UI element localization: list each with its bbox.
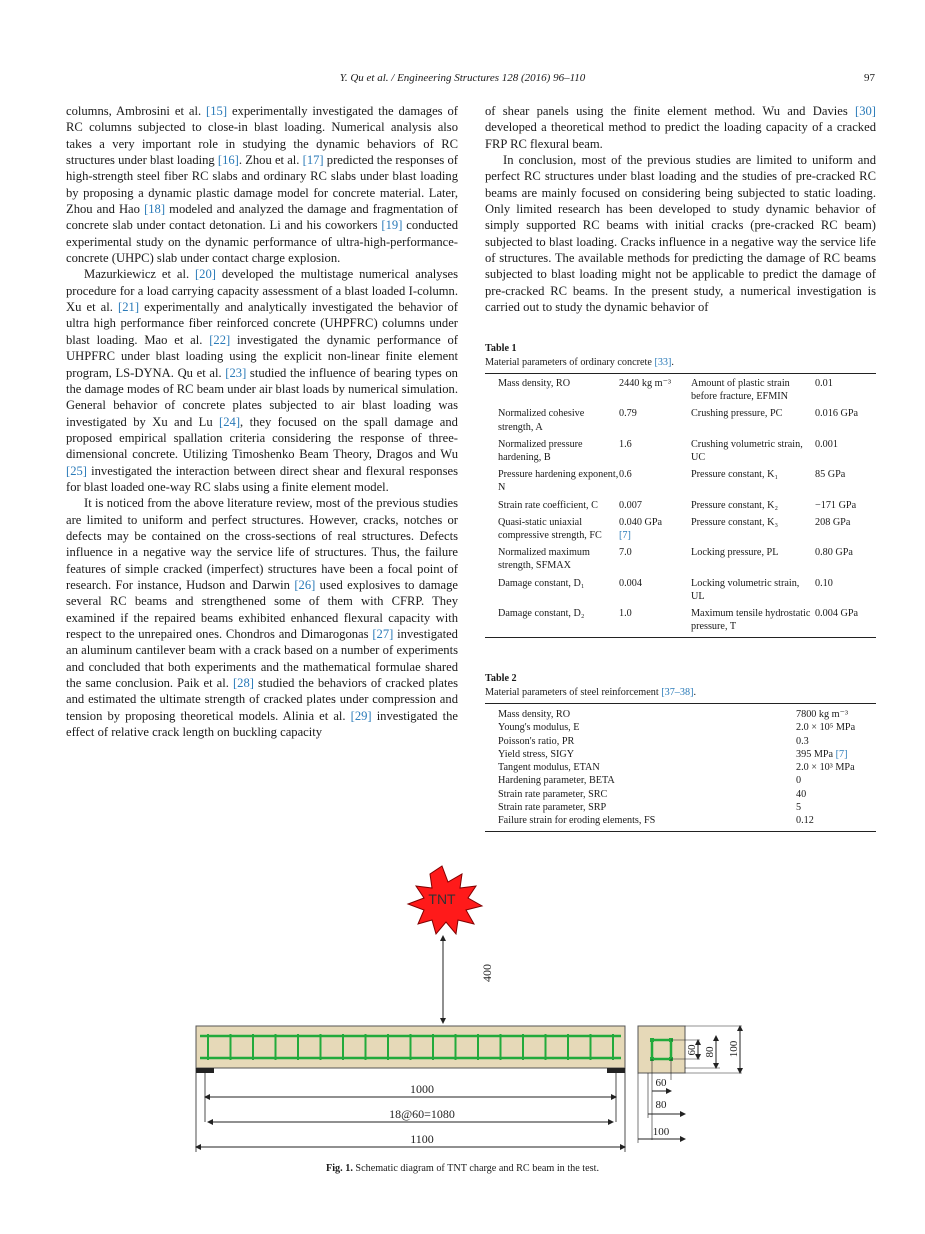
parameter-name: Pressure constant, K₃ (691, 516, 779, 528)
citation-link[interactable]: [15] (206, 104, 228, 118)
parameter-name: Failure strain for eroding elements, FS (498, 815, 656, 827)
left-support (196, 1068, 214, 1073)
parameter-name: Strain rate parameter, SRP (498, 802, 607, 814)
parameter-value: 2.0 × 10⁵ MPa (796, 722, 856, 734)
figure-1-caption-label: Fig. 1. (325, 1163, 353, 1174)
parameter-name: Quasi-static uniaxial compressive strength, FC (498, 516, 602, 542)
section-core-width-label: 60 (655, 1077, 667, 1089)
citation-link[interactable]: [37–38] (661, 687, 694, 698)
parameter-value: 2.0 × 10³ MPa (796, 762, 855, 774)
citation-link[interactable]: [29] (350, 708, 372, 723)
parameter-value: −171 GPa (815, 499, 857, 511)
page-header (0, 72, 925, 88)
table-row (485, 438, 876, 468)
parameter-name: Normalized cohesive strength, A (498, 408, 585, 433)
parameter-name: Amount of plastic strain before fracture, EFMIN (691, 378, 790, 403)
section-bar (650, 1038, 654, 1042)
parameter-value: 395 MPa [7] (796, 748, 848, 760)
parameter-name: Hardening parameter, BETA (498, 775, 615, 787)
page-number: 97 (864, 72, 875, 84)
table-row (485, 546, 876, 576)
parameter-name: Mass density, RO (498, 709, 571, 720)
table-2-grid (485, 703, 876, 832)
figure-1 (180, 860, 760, 1160)
standoff-label: 400 (480, 964, 494, 982)
citation-link[interactable]: [17] (302, 153, 324, 168)
right-support (607, 1068, 625, 1073)
parameter-name: Young's modulus, E (498, 722, 580, 734)
section-full-width-label: 100 (652, 1126, 670, 1138)
parameter-name: Locking volumetric strain, UL (691, 577, 800, 602)
section-core-height-label: 60 (686, 1044, 698, 1056)
right-paragraph-1: of shear panels using the finite element method. Wu and Davies [30] developed a theoretical method to predict the loading capacity of a cracked FRP RC flexural beam. (485, 104, 876, 151)
citation-link[interactable]: [7] (835, 748, 848, 760)
table-row (485, 761, 876, 774)
parameter-value: 0.10 (815, 577, 833, 589)
parameter-value: 0 (796, 775, 802, 787)
table-row (485, 801, 876, 814)
table-row (485, 735, 876, 748)
table-1 (485, 342, 876, 638)
citation-link[interactable]: [22] (209, 332, 231, 347)
citation-link[interactable]: [19] (381, 218, 403, 233)
running-title: Y. Qu et al. / Engineering Structures 128 (2016) 96–110 (339, 72, 586, 84)
parameter-name: Pressure constant, K₂ (691, 499, 779, 511)
table-2-label: Table 2 (485, 673, 517, 684)
citation-link[interactable]: [25] (66, 463, 87, 478)
parameter-value: 0.12 (796, 815, 814, 827)
parameter-name: Strain rate coefficient, C (498, 499, 598, 511)
citation-link[interactable]: [30] (855, 104, 876, 118)
stirrup-label: 18@60=1080 (389, 1107, 455, 1121)
section-mid-height-label: 80 (704, 1046, 716, 1058)
table-row (485, 468, 876, 498)
parameter-value: 0.79 (619, 408, 637, 420)
table-row (485, 704, 876, 722)
parameter-value: 7.0 (619, 547, 632, 559)
citation-link[interactable]: [18] (144, 202, 166, 217)
section-mid-width-label: 80 (655, 1099, 667, 1111)
beam-cross-section (638, 1026, 685, 1073)
table-row (485, 721, 876, 734)
table-1-grid (485, 373, 876, 638)
parameter-name: Mass density, RO (498, 378, 571, 389)
parameter-name: Normalized pressure hardening, B (498, 438, 583, 464)
right-paragraph-2: In conclusion, most of the previous studies are limited to uniform and perfect RC structures under blast loading and the studies of pre-cracked RC beams are mainly focused on considering being subjected to static loading. Only limited research has been developed to study dynamic behavior of simply supported RC beams with initial cracks (pre-cracked RC beam) subjected to blast loading. Cracks influence in a negative way the service life of structures. The available methods for predicting the damage of RC beams subjected to blast loading might not be applicable to predict the damage of pre-cracked RC beams. In the present study, a numerical investigation is carried out to study the dynamic behavior of (485, 153, 876, 315)
parameter-value: 0.6 (619, 469, 632, 481)
parameter-value: 1.0 (619, 608, 632, 620)
parameter-name: Poisson's ratio, PR (498, 735, 575, 747)
left-column (66, 103, 458, 740)
table-row (485, 607, 876, 638)
left-paragraph-1: columns, Ambrosini et al. [15] experimentally investigated the damages of RC columns subjected to close-in blast loading. Numerical analysis also takes a very important role in studying the dynamic behaviors of RC structures under blast loading [16]. Zhou et al. [17] predicted the responses of high-strength steel fiber RC slabs and ordinary RC slabs under blast loading by proposing a dynamic plastic damage model for concrete material. Later, Zhou and Hao [18] modeled and analyzed the damage and fragmentation of concrete slab under contact detonation. Li and his coworkers [19] conducted experimental study on the dynamic performance of ultra-high-performance-concrete (UHPC) slab under contact charge explosion. (66, 104, 459, 266)
parameter-name: Pressure hardening exponent, N (498, 469, 619, 494)
citation-link[interactable]: [33] (654, 357, 672, 368)
citation-link[interactable]: [27] (372, 627, 394, 641)
parameter-name: Crushing volumetric strain, UC (691, 438, 803, 464)
table-row (485, 499, 876, 516)
citation-link[interactable]: [23] (225, 365, 247, 380)
parameter-name: Crushing pressure, PC (691, 408, 783, 420)
table-row (485, 577, 876, 607)
table-row (485, 748, 876, 761)
tnt-label: TNT (428, 891, 456, 907)
table-2-caption: Material parameters of steel reinforcement [37–38]. (485, 687, 697, 698)
parameter-name: Maximum tensile hydrostatic pressure, T (691, 608, 811, 633)
parameter-name: Strain rate parameter, SRC (498, 788, 608, 800)
table-row (485, 788, 876, 801)
parameter-name: Normalized maximum strength, SFMAX (498, 547, 590, 572)
section-full-height-label: 100 (728, 1040, 740, 1058)
parameter-value: 0.01 (815, 378, 833, 389)
span-label: 1000 (410, 1082, 434, 1096)
table-row (485, 374, 876, 408)
citation-link[interactable]: [20] (194, 267, 216, 282)
right-column (485, 103, 876, 315)
citation-link[interactable]: [26] (294, 577, 316, 592)
figure-1-caption (0, 1163, 925, 1174)
parameter-value: 0.004 GPa (815, 608, 859, 620)
parameter-value: 0.040 GPa [7] (619, 516, 663, 542)
parameter-name: Yield stress, SIGY (498, 748, 575, 760)
parameter-value: 40 (796, 788, 807, 800)
parameter-name: Tangent modulus, ETAN (498, 762, 600, 774)
citation-link[interactable]: [7] (619, 530, 631, 542)
parameter-value: 0.007 (619, 499, 642, 511)
parameter-value: 0.3 (796, 735, 809, 747)
parameter-value: 208 GPa (815, 516, 851, 528)
parameter-value: 0.80 GPa (815, 547, 853, 559)
citation-link[interactable]: [16] (217, 153, 239, 168)
table-row (485, 774, 876, 787)
length-label: 1100 (410, 1132, 434, 1146)
parameter-value: 5 (796, 802, 802, 814)
parameter-name: Locking pressure, PL (691, 547, 779, 559)
parameter-value: 0.004 (619, 577, 642, 589)
figure-1-diagram (180, 860, 760, 1160)
citation-link[interactable]: [21] (118, 300, 140, 315)
citation-link[interactable]: [24] (219, 414, 241, 429)
citation-link[interactable]: [28] (232, 676, 254, 691)
parameter-value: 7800 kg m⁻³ (796, 709, 849, 720)
table-1-label: Table 1 (485, 343, 517, 354)
figure-1-caption-text: Schematic diagram of TNT charge and RC beam in the test. (352, 1163, 600, 1174)
parameter-name: Pressure constant, K₁ (691, 469, 779, 481)
table-row (485, 407, 876, 437)
parameter-value: 0.001 (815, 438, 838, 450)
parameter-value: 2440 kg m⁻³ (619, 378, 672, 389)
table-2 (485, 672, 876, 832)
parameter-value: 85 GPa (815, 469, 846, 481)
table-1-caption: Material parameters of ordinary concrete [33]. (485, 357, 674, 368)
parameter-name: Damage constant, D₂ (498, 608, 585, 620)
parameter-name: Damage constant, D₁ (498, 577, 585, 589)
left-paragraph-2: Mazurkiewicz et al. [20] developed the multistage numerical analyses procedure for a load carrying capacity assessment of a blast loaded I-column. Xu et al. [21] experimentally and analytically investigated the behavior of ultra high performance fiber reinforced concrete (UHPFRC) columns under blast loading. Mao et al. [22] investigated the dynamic performance of UHPFRC under blast loading using the explicit non-linear finite element program, LS-DYNA. Qu et al. [23] studied the influence of bearing types on the damage modes of RC beam under air blast loads by numerical simulation. General behavior of concrete plates subjected to air blast loading was investigated by Xu and Lu [24], they focused on the spall damage and proposed empirical spallation criteria considering the response of three-dimensional concrete. Utilizing Timoshenko Beam Theory, Dragos and Wu [25] investigated the interaction between direct shear and flexural responses for blast loaded one-way RC slabs using a finite element model. (66, 267, 458, 494)
left-paragraph-3: It is noticed from the above literature review, most of the previous studies are limited to uniform and perfect structures. However, cracks, notches or defects may be contained on the cross-sections of real structures. Defects influence in a negative way the service life of structures. Thus, the failure features of simple cracked (imperfect) structures have been a focal point of research. For instance, Hudson and Darwin [26] used explosives to damage several RC beams and strengthened some of them with CFRP. They examined if the repaired beams exhibited enhanced flexural capacity with respect to the unrepaired ones. Chondros and Dimarogonas [27] investigated an aluminum cantilever beam with a crack based on a number of experiments and concluded that both experiments and the mathematical formulae shared the same conclusion. Paik et al. [28] studied the behaviors of cracked plates and estimated the ultimate strength of cracked plates under compression and tension by proposing theoretical models. Alinia et al. [29] investigated the effect of relative crack length on buckling capacity (66, 496, 458, 740)
table-row (485, 516, 876, 546)
parameter-value: 0.016 GPa (815, 408, 859, 420)
parameter-value: 1.6 (619, 438, 632, 450)
table-row (485, 814, 876, 831)
